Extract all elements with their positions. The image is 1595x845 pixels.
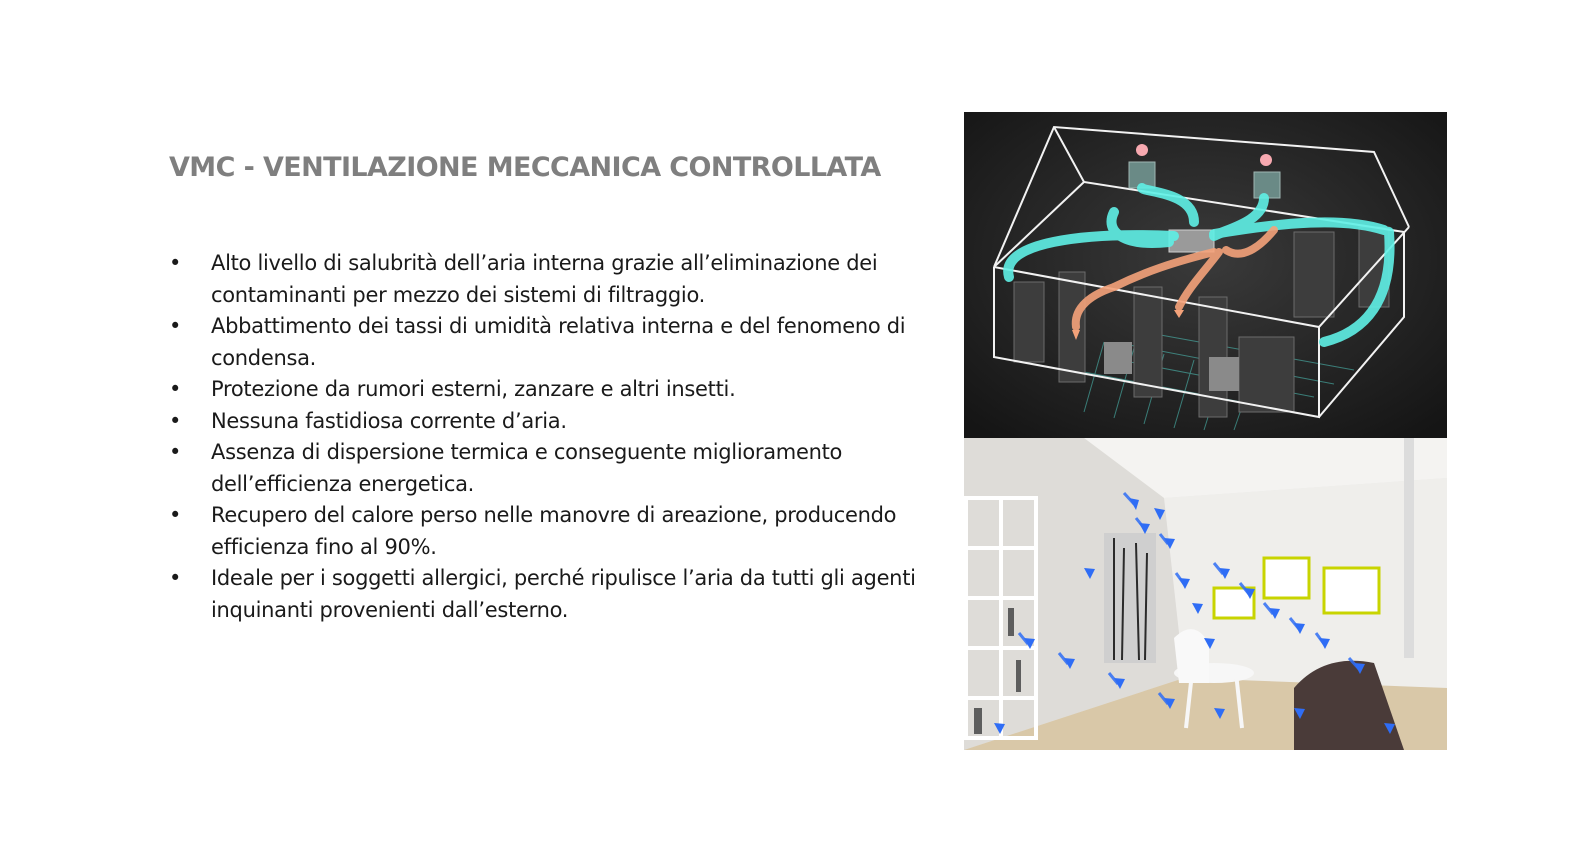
- bullet-glyph: •: [169, 408, 182, 433]
- slide-title: VMC - VENTILAZIONE MECCANICA CONTROLLATA: [169, 152, 881, 183]
- bullet-text: Alto livello di salubrità dell’aria interna grazie all’eliminazione dei contaminanti per mezzo dei sistemi di filtraggio.: [211, 251, 878, 307]
- list-item: [169, 248, 939, 311]
- bullet-glyph: •: [169, 440, 182, 464]
- bullet-glyph: •: [169, 377, 182, 401]
- bullet-text: Assenza di dispersione termica e conseguente miglioramento dell’efficienza energetica.: [211, 440, 843, 496]
- list-item: [169, 437, 939, 500]
- list-item: [169, 406, 939, 438]
- bullet-list: [169, 248, 939, 626]
- house-ventilation-diagram-image: [964, 112, 1447, 438]
- bullet-text: Recupero del calore perso nelle manovre di areazione, producendo efficienza fino al 90%.: [211, 503, 897, 559]
- bullet-glyph: •: [169, 566, 182, 590]
- bullet-text: Protezione da rumori esterni, zanzare e altri insetti.: [211, 377, 736, 401]
- list-item: [169, 311, 939, 374]
- bullet-text: Ideale per i soggetti allergici, perché ripulisce l’aria da tutti gli agenti inquinanti provenienti dall’esterno.: [211, 566, 916, 622]
- bullet-text: Abbattimento dei tassi di umidità relativa interna e del fenomeno di condensa.: [211, 314, 906, 370]
- bullet-glyph: •: [169, 251, 182, 275]
- bullet-glyph: •: [169, 314, 182, 338]
- interior-airflow-image: [964, 438, 1447, 750]
- list-item: [169, 374, 939, 406]
- list-item: [169, 563, 939, 626]
- bullet-text: Nessuna fastidiosa corrente d’aria.: [211, 408, 567, 433]
- bullet-glyph: •: [169, 503, 182, 527]
- list-item: [169, 500, 939, 563]
